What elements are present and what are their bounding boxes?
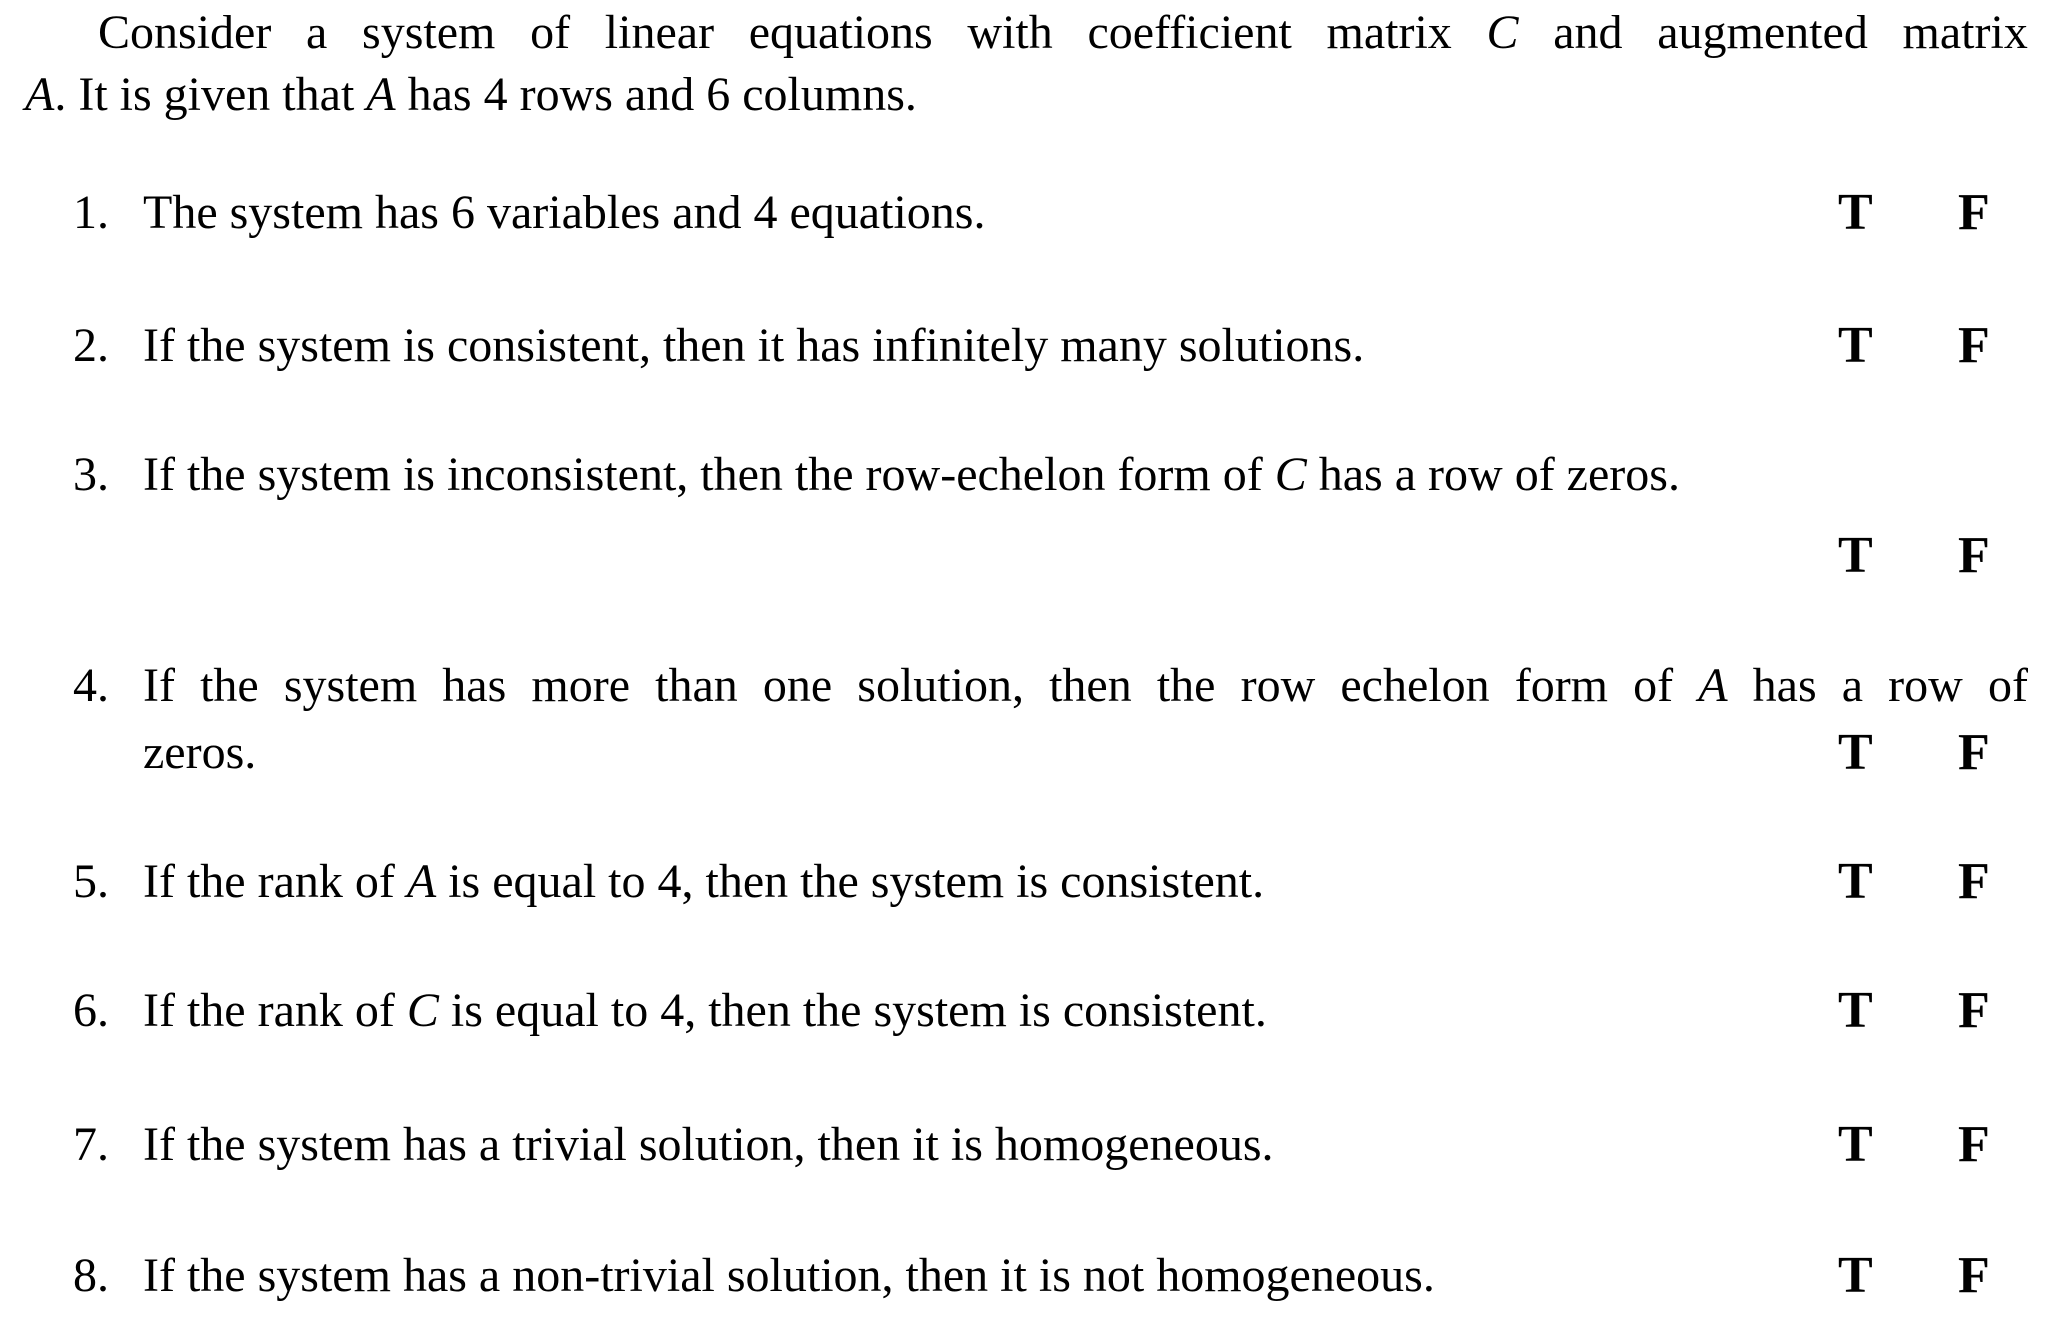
question-4-word-seg-12: form [1514,659,1609,712]
question-5-seg-1-math-var: A [406,855,437,908]
question-4-word-seg-10: row [1240,659,1316,712]
intro-line1-word-seg-3: of [530,6,571,59]
question-7-false-option[interactable]: F [1958,1116,1990,1173]
intro-line1-word-seg-4: linear [604,6,715,59]
question-5-row [0,849,2050,915]
question-7-number: 7. [73,1118,109,1171]
question-8-false-option[interactable]: F [1958,1247,1990,1304]
question-3-true-option[interactable]: T [1838,527,1873,584]
question-1-seg-0: The system has 6 variables and 4 equations. [143,186,986,239]
question-4-word-seg-7: solution, [857,659,1024,712]
intro-line1-word-seg-2: system [362,6,496,59]
intro-paragraph-line-2 [0,62,2050,128]
question-2-true-option[interactable]: T [1838,317,1873,374]
question-7-text [143,1112,1274,1178]
question-4-word-seg-11: echelon [1340,659,1490,712]
question-4-word-seg-4: more [531,659,630,712]
intro-line2-seg-3: has 4 rows and 6 columns. [395,68,917,121]
intro-line1-word-seg-6: with [967,6,1053,59]
question-5-number: 5. [73,855,109,908]
question-5-text [143,849,1264,915]
question-6-seg-1-math-var: C [406,984,439,1037]
question-2-text [143,313,1364,379]
question-7-row [0,1112,2050,1178]
intro-line1-word-seg-7: coefficient [1087,6,1292,59]
question-4-true-option[interactable]: T [1838,724,1873,781]
intro-line2-seg-0-math-var: A [25,68,55,121]
question-6-seg-0: If the rank of [143,984,407,1037]
question-5-false-option[interactable]: F [1958,853,1990,910]
question-3-number: 3. [73,448,109,501]
question-2-false-option[interactable]: F [1958,317,1990,374]
question-1-row [0,180,2050,246]
intro-line1-word-seg-0: Consider [98,6,272,59]
question-5-seg-0: If the rank of [143,855,407,908]
question-4-word-seg-5: than [655,659,738,712]
question-1-text [143,180,985,246]
question-6-true-option[interactable]: T [1838,982,1873,1039]
intro-line2-seg-2-math-var: A [366,68,396,121]
question-4-text-line-1 [143,653,2028,719]
question-4-word-seg-1: the [200,659,259,712]
question-3-text [143,442,1680,508]
question-6-row [0,978,2050,1044]
question-1-number: 1. [73,186,109,239]
question-8-row [0,1243,2050,1309]
question-2-number: 2. [73,319,109,372]
intro-line1-word-seg-5: equations [748,6,933,59]
question-3-false-option[interactable]: F [1958,527,1990,584]
question-5-true-option[interactable]: T [1838,853,1873,910]
question-4-word-seg-6: one [762,659,833,712]
question-4-word-seg-9: the [1156,659,1216,712]
question-8-number: 8. [73,1249,109,1302]
question-3-seg-0: If the system is inconsistent, then the row-echelon form of [143,448,1275,501]
question-4-word-seg-0: If [143,659,175,712]
question-4-text-line-2-row [0,720,2050,786]
intro-paragraph-line-1 [98,0,2028,66]
question-2-row [0,313,2050,379]
question-8-seg-0: If the system has a non-trivial solution, then it is not homogeneous. [143,1249,1435,1302]
intro-line1-word-seg-9-math-var: C [1486,6,1519,59]
question-4-false-option[interactable]: F [1958,724,1990,781]
question-3-row [0,442,2050,508]
question-6-number: 6. [73,984,109,1037]
question-4-word-seg-3: has [442,659,507,712]
question-4-word-seg-8: then [1049,659,1132,712]
question-4-text-line-2 [143,720,256,786]
question-4-number: 4. [73,659,109,712]
question-4-word-seg-14-math-var: A [1698,659,1728,712]
intro-line1-word-seg-11: augmented [1657,6,1868,59]
intro-line2-seg-1: . It is given that [54,68,367,121]
question-8-true-option[interactable]: T [1838,1247,1873,1304]
question-2-seg-0: If the system is consistent, then it has infinitely many solutions. [143,319,1365,372]
question-4-row [0,653,2050,719]
question-4-word-seg-18: of [1987,659,2028,712]
question-6-seg-2: is equal to 4, then the system is consistent. [438,984,1267,1037]
question-4-word-seg-2: system [283,659,418,712]
intro-line1-word-seg-12: matrix [1902,6,2028,59]
question-4-line2-seg-0: zeros. [143,726,257,779]
intro-line1-word-seg-1: a [306,6,328,59]
question-4-word-seg-13: of [1633,659,1674,712]
question-1-false-option[interactable]: F [1958,184,1990,241]
question-1-true-option[interactable]: T [1838,184,1873,241]
question-4-word-seg-17: row [1888,659,1963,712]
question-7-seg-0: If the system has a trivial solution, then it is homogeneous. [143,1118,1274,1171]
intro-line1-word-seg-8: matrix [1326,6,1452,59]
question-8-text [143,1243,1435,1309]
question-3-seg-1-math-var: C [1274,448,1307,501]
question-4-word-seg-15: has [1752,659,1817,712]
question-3-tf-row [0,523,2050,589]
question-3-seg-2: has a row of zeros. [1306,448,1680,501]
question-6-false-option[interactable]: F [1958,982,1990,1039]
question-5-seg-2: is equal to 4, then the system is consistent. [436,855,1265,908]
question-7-true-option[interactable]: T [1838,1116,1873,1173]
question-4-word-seg-16: a [1841,659,1864,712]
question-6-text [143,978,1267,1044]
intro-line1-word-seg-10: and [1553,6,1623,59]
intro-paragraph-line-2-text [25,62,917,128]
